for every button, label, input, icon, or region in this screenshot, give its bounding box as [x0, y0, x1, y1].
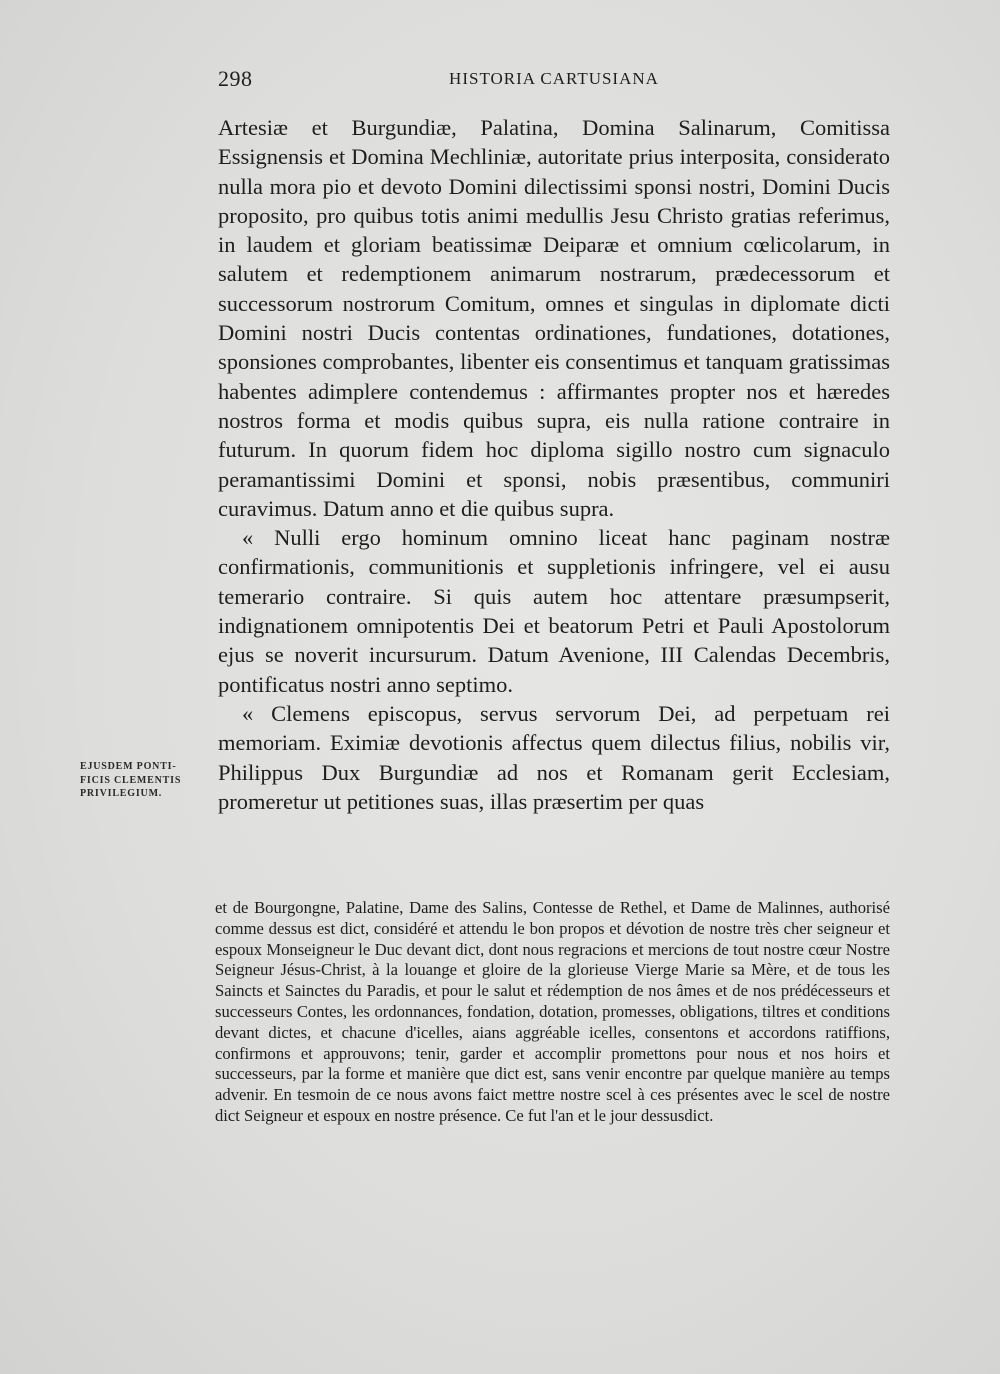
paragraph-3: « Clemens episcopus, servus servorum Dei, ad perpetuam rei memoriam. Eximiæ devotionis affectus quem dilectus filius, nobilis vir, Philippus Dux Burgundiæ ad nos et Romanam gerit Ecclesiam, promeretur ut petitiones suas, illas præsertim per quas [218, 700, 890, 814]
footnote [215, 898, 890, 1127]
main-text-body [218, 113, 890, 816]
margin-note-line: FICIS CLEMENTIS [80, 774, 182, 786]
running-title: HISTORIA CARTUSIANA [449, 69, 659, 88]
page-number: 298 [218, 66, 253, 91]
margin-note-line: EJUSDEM PONTI- [80, 761, 177, 772]
margin-note-line: PRIVILEGIUM. [80, 788, 163, 799]
paragraph-2: « Nulli ergo hominum omnino liceat hanc paginam nostræ confirmationis, communitionis et suppletionis infringere, vel ei ausu temerario contraire. Si quis autem hoc attentare præsumpserit, indignationem omnipotentis Dei et beatorum Petri et Pauli Apostolorum ejus se noverit incursurum. Datum Avenione, III Calendas Decembris, pontificatus nostri anno septimo. [218, 525, 890, 697]
footnote-text: et de Bourgongne, Palatine, Dame des Salins, Contesse de Rethel, et Dame de Malinnes, authorisé comme dessus est dict, considéré et attendu le bon propos et dévotion de nostre très cher seigneur et espoux Monseigneur le Duc devant dict, dont nous regracions et mercions de tout nostre cœur Nostre Seigneur Jésus-Christ, à la louange et gloire de la glorieuse Vierge Marie sa Mère, et de tous les Saincts et Sainctes du Paradis, et pour le salut et rédemption de nos âmes et de nos prédécesseurs et successeurs Contes, les ordonnances, fondation, dotation, promesses, obligations, tiltres et conditions devant dictes, et chacune d'icelles, aians aggréable icelles, consentons et accordons ratiffions, confirmons et approuvons; tenir, garder et accomplir promettons pour nous et nos hoirs et successeurs, par la forme et manière que dict est, sans venir encontre par quelque manière au temps advenir. En tesmoin de ce nous avons faict mettre nostre scel à ces présentes avec le scel de nostre dict Seigneur et espoux en nostre présence. Ce fut l'an et le jour dessusdict. [215, 898, 890, 1125]
page-header [218, 66, 890, 96]
paragraph-1: Artesiæ et Burgundiæ, Palatina, Domina Salinarum, Comitissa Essignensis et Domina Mechliniæ, autoritate prius interposita, considerato nulla mora pio et devoto Domini dilectissimi sponsi nostri, Domini Ducis proposito, pro quibus totis animi medullis Jesu Christo gratias referimus, in laudem et gloriam beatissimæ Deiparæ et omnium cœlicolarum, in salutem et redemptionem animarum nostrarum, prædecessorum et successorum nostrorum Comitum, omnes et singulas in diplomate dicti Domini nostri Ducis contentas ordinationes, fundationes, dotationes, sponsiones comprobantes, libenter eis consentimus et tanquam gratissimas habentes adimplere contendemus : affirmantes propter nos et hæredes nostros forma et modis quibus supra, eis nulla ratione contraire in futurum. In quorum fidem hoc diploma sigillo nostro cum signaculo peramantissimi Domini et sponsi, nobis præsentibus, communiri curavimus. Datum anno et die quibus supra. [218, 115, 890, 521]
margin-note [80, 760, 206, 801]
